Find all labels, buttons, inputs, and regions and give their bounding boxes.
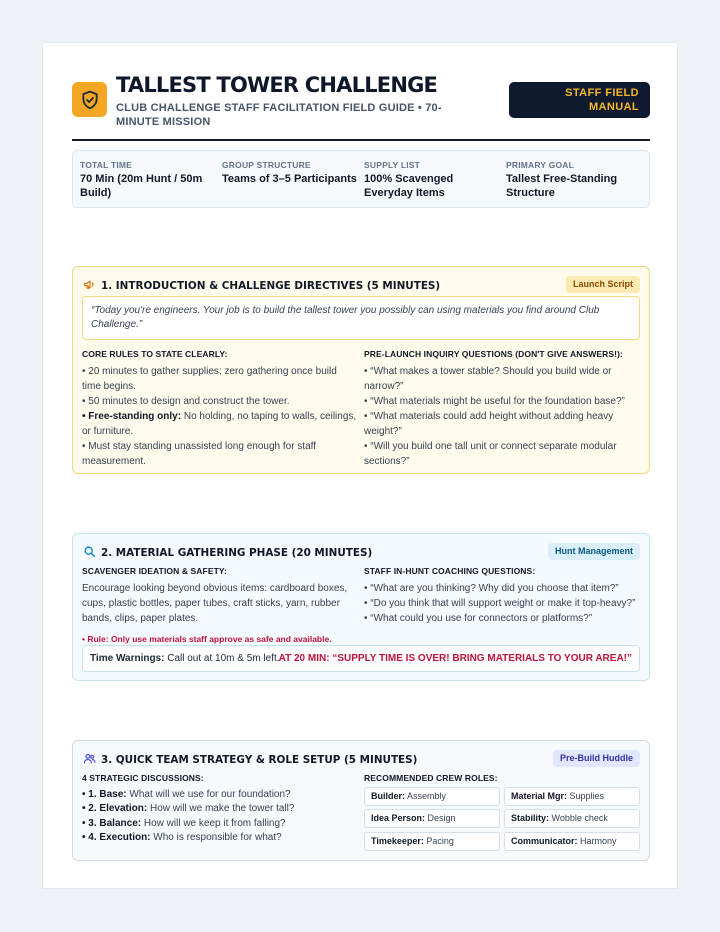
header-divider — [72, 139, 650, 141]
list-item-bold: • 3. Balance: — [82, 817, 142, 829]
list-item: • “What materials might be useful for the foundation base?” — [364, 396, 625, 407]
list-item-text: How will we keep it from falling? — [143, 817, 286, 829]
section-heading-text: 1. INTRODUCTION & CHALLENGE DIRECTIVES (5 MINUTES) — [101, 280, 441, 292]
section-team-strategy — [72, 740, 650, 861]
role-name: Stability: — [511, 813, 550, 823]
time-warning-label: Time Warnings: — [90, 653, 165, 664]
stat-label: PRIMARY GOAL — [506, 160, 575, 170]
launch-script-tag: Launch Script — [566, 276, 640, 293]
list-item: • “What materials could add height without adding heavy weight?” — [364, 411, 614, 437]
role-chip — [364, 832, 500, 851]
role-duty: Assembly — [407, 791, 447, 801]
list-item: • “What makes a tower stable? Should you build wide or narrow?” — [364, 366, 612, 392]
stat-value: 100% Scavenged Everyday Items — [364, 173, 454, 199]
stat-group-structure — [222, 160, 364, 186]
section-heading-text: 2. MATERIAL GATHERING PHASE (20 MINUTES) — [101, 547, 373, 559]
list-item — [82, 831, 360, 846]
role-name: Material Mgr: — [511, 791, 568, 801]
list-item — [82, 409, 358, 439]
role-name: Idea Person: — [371, 813, 426, 823]
stat-value: Teams of 3–5 Participants — [222, 173, 357, 185]
column-heading: PRE-LAUNCH INQUIRY QUESTIONS (DON'T GIVE ANSWERS!): — [364, 349, 623, 359]
column-heading: RECOMMENDED CREW ROLES: — [364, 773, 498, 783]
section-material-gathering — [72, 533, 650, 681]
role-chip — [364, 787, 500, 806]
field-guide-page — [42, 42, 678, 889]
list-item — [82, 788, 360, 803]
megaphone-icon — [83, 278, 96, 294]
scavenger-text: Encourage looking beyond obvious items: cardboard boxes, cups, plastic bottles, paper tubes, craft sticks, yarn, rubber bands, clips, paper plates. — [82, 583, 348, 624]
safety-rule-note: • Rule: Only use materials staff approve as safe and available. — [82, 634, 332, 644]
role-chip — [364, 809, 500, 828]
pre-build-huddle-tag: Pre-Build Huddle — [553, 750, 640, 767]
section-heading — [83, 752, 417, 768]
role-duty: Pacing — [426, 836, 454, 846]
stats-bar — [72, 150, 650, 208]
role-duty: Supplies — [569, 791, 605, 801]
list-item: • “What are you thinking? Why did you choose that item?” — [364, 583, 619, 594]
section-heading — [83, 278, 440, 294]
strategic-discussions-column — [82, 771, 360, 846]
list-item: • “Do you think that will support weight or make it top-heavy?” — [364, 598, 636, 609]
badge-line-2: MANUAL — [588, 101, 639, 113]
list-item: • 20 minutes to gather supplies; zero gathering once build time begins. — [82, 366, 337, 392]
role-name: Builder: — [371, 791, 406, 801]
section-heading-text: 3. QUICK TEAM STRATEGY & ROLE SETUP (5 MINUTES) — [101, 754, 418, 766]
column-heading: SCAVENGER IDEATION & SAFETY: — [82, 566, 227, 576]
crew-roles-column — [364, 771, 642, 788]
stat-total-time — [80, 160, 220, 200]
role-duty: Design — [427, 813, 456, 823]
role-name: Timekeeper: — [371, 836, 424, 846]
core-rules-column — [82, 347, 358, 469]
list-item-bold: • Free-standing only: — [82, 411, 182, 422]
list-item-text: Who is responsible for what? — [153, 832, 282, 843]
supply-time-alert: AT 20 MIN: “SUPPLY TIME IS OVER! BRING MATERIALS TO YOUR AREA!” — [278, 653, 632, 664]
users-icon — [83, 752, 96, 768]
stat-value: 70 Min (20m Hunt / 50m Build) — [80, 173, 203, 199]
staff-manual-badge — [509, 82, 650, 118]
list-item-bold: • 2. Elevation: — [82, 803, 148, 814]
role-chip — [504, 809, 640, 828]
stat-primary-goal — [506, 160, 641, 200]
badge-line-1: STAFF FIELD — [565, 87, 639, 99]
stat-value: Tallest Free-Standing Structure — [506, 173, 618, 199]
list-item: • “Will you build one tall unit or connect separate modular sections?” — [364, 441, 617, 467]
time-warning-text: Call out at 10m & 5m left. — [167, 653, 280, 664]
list-item-bold: • 4. Execution: — [82, 832, 151, 843]
role-chip — [504, 832, 640, 851]
stat-label: TOTAL TIME — [80, 160, 133, 170]
coaching-questions-column — [364, 564, 642, 626]
shield-check-icon — [72, 82, 107, 117]
list-item-text: What will we use for our foundation? — [129, 788, 291, 800]
hunt-management-tag: Hunt Management — [548, 543, 640, 560]
intro-quote: “Today you're engineers. Your job is to build the tallest tower you possibly can using materials you find around Club Challenge.” — [82, 296, 640, 340]
list-item: • “What could you use for connectors or platforms?” — [364, 613, 593, 624]
time-warning-bar — [82, 645, 640, 672]
scavenger-column — [82, 564, 360, 647]
list-item-text: No holding, no taping to walls, ceilings, or furniture. — [82, 411, 357, 437]
page-subtitle: CLUB CHALLENGE STAFF FACILITATION FIELD GUIDE • 70-MINUTE MISSION — [116, 102, 442, 128]
column-heading: 4 STRATEGIC DISCUSSIONS: — [82, 773, 204, 783]
column-heading: STAFF IN-HUNT COACHING QUESTIONS: — [364, 566, 536, 576]
role-chip — [504, 787, 640, 806]
list-item — [82, 817, 360, 832]
list-item — [82, 802, 360, 817]
stat-label: GROUP STRUCTURE — [222, 160, 311, 170]
role-name: Communicator: — [511, 836, 578, 846]
search-icon — [83, 545, 96, 561]
list-item-bold: • 1. Base: — [82, 788, 127, 800]
page-title: TALLEST TOWER CHALLENGE — [116, 73, 438, 97]
inquiry-questions-column — [364, 347, 642, 469]
column-heading: CORE RULES TO STATE CLEARLY: — [82, 349, 228, 359]
section-introduction — [72, 266, 650, 474]
section-heading — [83, 545, 372, 561]
list-item-text: How will we make the tower tall? — [149, 803, 295, 814]
stat-label: SUPPLY LIST — [364, 160, 421, 170]
stat-supply-list — [364, 160, 494, 200]
list-item: • Must stay standing unassisted long enough for staff measurement. — [82, 441, 317, 467]
role-duty: Wobble check — [551, 813, 608, 823]
role-duty: Harmony — [580, 836, 617, 846]
list-item: • 50 minutes to design and construct the tower. — [82, 396, 290, 407]
header — [72, 73, 650, 141]
